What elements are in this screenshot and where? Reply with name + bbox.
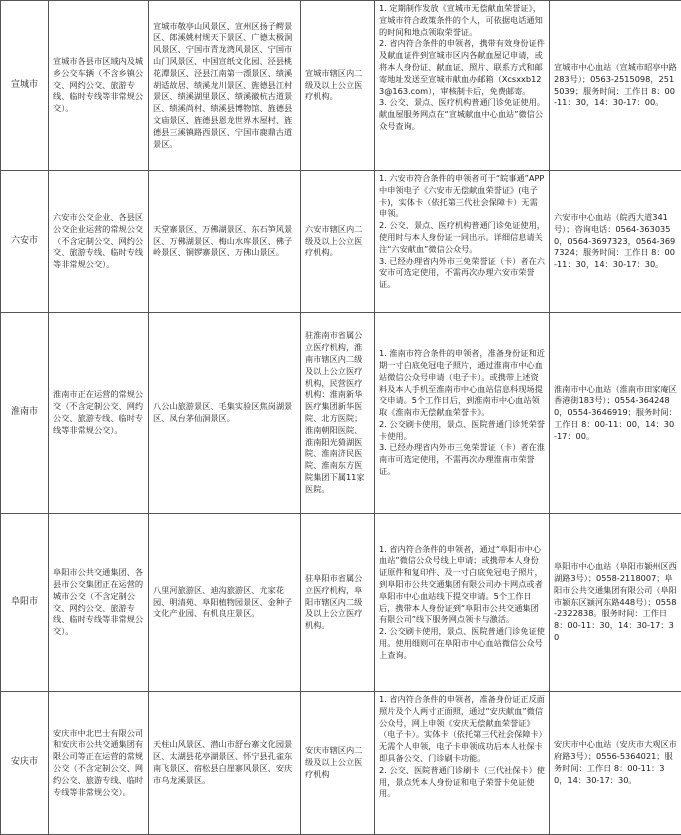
hospital-cell: 安庆市辖区内二级及以上公立医疗机构 xyxy=(301,692,375,835)
process-cell: 1. 淮南市符合条件的申领者，准备身份证和近期一寸白底免冠电子照片，通过淮南市中心血站微信公众号申请（电子卡）。或携带上述资料及本人手机至淮南市中心血站信息科现场提交申请。5个工作日后，到淮南市中心血站领取《淮南市无偿献血荣誉卡》。 2. 公交刷卡使用，景点、医院普通门诊凭荣誉卡使用。 3. 已经办理省内外市三免荣誉证（卡）者在淮南市可选定使用，不需再次办理淮南市荣誉证。 xyxy=(375,313,550,514)
table-row-anqing xyxy=(1,692,681,835)
city-cell: 阜阳市 xyxy=(1,514,49,692)
city-cell: 淮南市 xyxy=(1,313,49,514)
hospital-cell: 驻淮南市省属公立医疗机构，淮南市辖区内二级及以上公立医疗机构，民营医疗机构：淮南新华医疗集团新华医院、北方医院；淮南朝阳医院、淮南阳光猗湖医院、淮南济民医院、淮南东方医院集团下属11家医院。 xyxy=(301,313,375,514)
hospital-cell: 六安市辖区内二级及以上公立医疗机构。 xyxy=(301,171,375,313)
scenic-cell: 八公山旅游景区、毛集实验区焦岗湖景区、凤台茅仙洞景区。 xyxy=(149,313,301,514)
contact-cell: 宣城市中心血站（宣城市昭亭中路283号）；0563-2515098，2515039；服务时间：工作日 8：00-11：30，14：30-17：00。 xyxy=(550,1,681,171)
hospital-cell: 驻阜阳市省属公立医疗机构，阜阳市辖区内二级及以上公立医疗机构。 xyxy=(301,514,375,692)
table-row-huainan xyxy=(1,313,681,514)
contact-cell: 六安市中心血站（皖西大道341号）；咨询电话：0564-3630350，0564-3697323，0564-3697324；服务时间：工作日 8：00-11：30，14：30-17：30。 xyxy=(550,171,681,313)
hospital-cell: 宣城市辖区内二级及以上公立医疗机构。 xyxy=(301,1,375,171)
transit-cell: 淮南市正在运营的常规公交（不含定制公交、网约公交、旅游专线、临时专线等非常规公交）。 xyxy=(49,313,149,514)
transit-cell: 安庆市中北巴士有限公司和安庆市公共交通集团有限公司等正在运营的常规公交（不含定制公交、网约公交、旅游专线、临时专线等非常规公交）。 xyxy=(49,692,149,835)
scenic-cell: 天堂寨景区、万佛湖景区、东石笋风景区、万佛湖景区、梅山水库景区、佛子岭景区、铜锣寨景区、万佛山景区。 xyxy=(149,171,301,313)
scenic-cell: 八里河旅游区、迪沟旅游区、尤家花园、明清苑、阜阳植物园景区、金种子文化产业园、有机良庄景区。 xyxy=(149,514,301,692)
process-cell: 1. 省内符合条件的申领者，通过“阜阳市中心血站”微信公众号线上申请；或携带本人身份证原件和复印件、及一寸白底免冠电子照片，到阜阳市公共交通集团有限公司办卡网点或者阜阳市中心血站线下提交申请。5个工作日后，携带本人身份证到“阜阳市公共交通集团有限公司”线下服务网点领卡与激活。 2. 公交刷卡使用，景点、医院普通门诊免证使用。使用细则可在阜阳市中心血站微信公众号上查询。 xyxy=(375,514,550,692)
city-cell: 宣城市 xyxy=(1,1,49,171)
table-row-luan xyxy=(1,171,681,313)
transit-cell: 宣城市各县市区域内及城乡公交车辆（不含乡镇公交、网约公交、旅游专线、临时专线等非常规公交）。 xyxy=(49,1,149,171)
table-row-fuyang xyxy=(1,514,681,692)
city-cell: 安庆市 xyxy=(1,692,49,835)
city-cell: 六安市 xyxy=(1,171,49,313)
contact-cell: 淮南市中心血站（淮南市田家庵区香港街183号）；0554-3642480，0554-3646919；服务时间：工作日 8：00-11：00，14：30-17：00。 xyxy=(550,313,681,514)
scenic-cell: 天柱山风景区、潜山市舒台寨文化园景区、太湖县花亭湖景区、怀宁县孔雀东南飞景区、宿松县白崖寨风景区、安庆市乌龙溪景区。 xyxy=(149,692,301,835)
transit-cell: 六安市公交企业、各县区公交企业运营的常规公交（不含定制公交、网约公交、旅游专线、临时专线等非常规公交）。 xyxy=(49,171,149,313)
transit-cell: 阜阳市公共交通集团、各县市公交集团正在运营的城市公交（不含定制公交、网约公交、旅游专线、临时专线等非常规公交）。 xyxy=(49,514,149,692)
table-row-xuancheng xyxy=(1,1,681,171)
contact-cell: 安庆市中心血站（安庆市大观区市府路3号）；0556-5364021；服务时间：工作日 8：00-11：30，14：30-17：30。 xyxy=(550,692,681,835)
process-cell: 1. 六安市符合条件的申领者可于“皖事通”APP中申领电子《六安市无偿献血荣誉证》(电子卡)，实体卡（依托第三代社会保障卡）无需申领。 2. 公交、景点、医疗机构普通门诊免证使用，使用时与本人身份证一同出示。详细信息请关注“六安献血”微信公众号。 3. 已经办理省内外市三免荣誉证（卡）者在六安市可选定使用，不需再次办理六安市荣誉证。 xyxy=(375,171,550,313)
contact-cell: 阜阳市中心血站（阜阳市颍州区西湖路3号）；0558-2118007；阜阳市公共交通集团有限公司（阜阳市颍东区颍河东路448号）；0558-2322838。服务时间：工作日 8：00-11：30，14：30-17：30 xyxy=(550,514,681,692)
scenic-cell: 宣城市敬亭山风景区、宣州区扬子鳄景区、郎溪姚村规天下景区、广德太极洞风景区、宁国市青龙湾风景区、宁国市山门风景区、中国宣纸文化园、泾县桃花潭景区、泾县江南第一漂景区、绩溪胡适故居、绩溪龙川景区、旌德县江村景区、绩溪湖里景区、绩溪徽杭古道景区、绩溪尚村、绩溪县博物馆、旌德县文庙景区、旌德县恩龙世界木屋村、旌德县三溪镇路西景区、宁国市鹿鼎古道景区。 xyxy=(149,1,301,171)
process-cell: 1. 定期制作发放《宣城市无偿献血荣誉证》，宣城市符合政策条件的个人，可依据电话通知的时间和地点领取荣誉证。 2. 省内符合条件的申领者，携带有效身份证件及献血证件到宣城市区内各献血屋记申请，或将本人身份证、献血证、照片、联系方式和邮寄地址发送至宣城市献血办邮箱（Xcsxxb123@163.com），审核制卡后，免费邮寄。 3. 公交、景点、医疗机构普通门诊免证使用。献血屋服务网点在“宣城献血中心血站”微信公众号查询。 xyxy=(375,1,550,171)
process-cell: 1. 省内符合条件的申领者，准备身份证正反面照片及个人两寸正面照，通过“安庆献血”微信公众号，网上申领《安庆无偿献血荣誉证》（电子卡）。实体卡（依托第三代社会保障卡）无需个人申领，电子卡申领成功后本人社保卡即具备公交、门诊刷卡功能。 2. 公交、医院普通门诊刷卡（三代社保卡）使用，景点凭本人身份证和电子荣誉卡免证使用。 xyxy=(375,692,550,835)
